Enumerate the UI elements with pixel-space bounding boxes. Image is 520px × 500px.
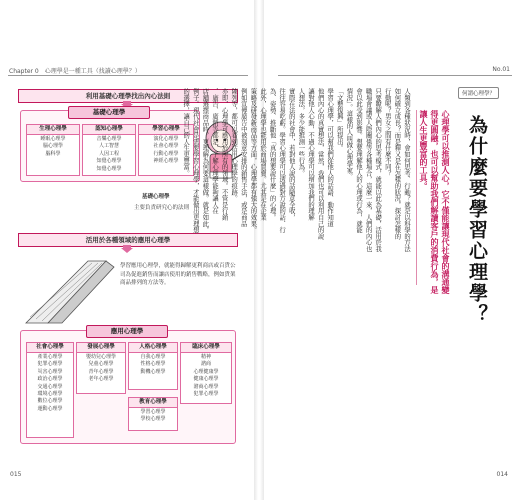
box-item: 音樂心理學: [96, 136, 122, 142]
applied-psychology-title: 應用心理學: [86, 325, 168, 338]
body-column: 亦即，心理學可應用於所有的領域。不管是行銷: [220, 88, 228, 221]
box-item: 數位心理學: [37, 398, 63, 405]
box-item: 知覺心理學: [96, 165, 122, 172]
body-column: 例子。現代社會是需要學習心理學，才能做出更理想: [191, 88, 199, 233]
box-item: 諮商: [200, 361, 211, 368]
body-column: 例如宣傳廣告中被刻意安排的銷售手法，或是商品: [239, 88, 247, 227]
body-column: 陳列等，都可以看到活用心理學的痕跡。: [230, 88, 238, 202]
body-column: 、廣告、廣銷等都是，了解心理學能夠讓人在: [211, 88, 218, 214]
box-item: 政治心理學: [37, 376, 63, 383]
header-rule: [8, 75, 248, 76]
box-head: 教育心理學: [129, 398, 177, 408]
body-column: 讓對他人心動，不過心理學可以增加我們的理解: [307, 88, 314, 221]
physiological-psychology-box: [26, 124, 80, 176]
lead-paragraph: 心理學可以推測人心，它不僅能讓現代社會的溝通變得更圓融，也可以幫助我們解讀客戶的消費行為，是讓人生更豐富的工具。: [419, 110, 450, 294]
body-column: 實際在法的社會中，若對他人說的話隨意全收，: [287, 88, 295, 221]
body-column: 的選擇，讓自己的人生更豐富。: [182, 88, 190, 177]
body-column: 職場會議或人際關係等各種場合，這麼一來，人們的內心也: [364, 88, 372, 252]
lead-underline: [416, 110, 417, 285]
box-item: 行動心理學: [153, 150, 179, 157]
box-item: 學習心理學: [140, 409, 166, 415]
left-page-header: Chapter 0 心理學是一種工具（找讀心理學？）: [9, 68, 141, 75]
body-column: 為、姿勢、推斷他「真的想要說什麼」的心理。: [268, 88, 276, 221]
body-column: 如何確立成長？而是釋又是在怎樣的狀況，探討怎樣的: [393, 88, 401, 240]
body-column: 「文藝復興」所提出。: [335, 88, 343, 151]
box-item: 人工智慧: [98, 143, 119, 150]
box-head: 臨床心理學: [181, 343, 231, 353]
section2-description: 學習應用心理學，就能得歸解更利商店或百貨公司為促進銷售而讓店使用的銷售戰略，例如貨架商品排列的方法等。: [120, 263, 236, 286]
body-column: 學習心理學，可以幫我們從他人的話語、動作知道: [326, 88, 334, 227]
box-item: 心理健康學: [193, 368, 219, 375]
box-item: 腦心理學: [42, 143, 63, 150]
box-item: 諮商心理學: [193, 383, 219, 390]
section1-banner: 利用基礎心理學找出內心法則: [18, 89, 238, 103]
personality-psychology-box: [128, 342, 178, 390]
escalator-illustration: [18, 255, 118, 325]
body-column: 策略及研發新商品等方面，心理學都有強大的效果。: [249, 88, 257, 233]
body-column: 只要瞭解人們內心的思考模式，就能以此為基礎，活用於我: [374, 88, 382, 252]
caption-name: 基礎心理學: [142, 194, 170, 200]
caption-desc: 主要負責研究心的法則: [134, 205, 190, 211]
box-item: 自我心理學: [140, 354, 166, 360]
right-page-header: No.01: [492, 66, 510, 73]
cognitive-psychology-box: [82, 124, 136, 176]
page-title: 為什麼要學習心理學？: [466, 115, 488, 325]
box-item: 學校心理學: [140, 416, 166, 423]
box-head: 人格心理學: [129, 343, 177, 353]
box-item: 人因工程: [98, 150, 119, 157]
box-item: 青年心理學: [88, 368, 114, 375]
box-item: 犯罪心理學: [37, 361, 63, 368]
body-column: 人想法，多少能推測一些行為。: [297, 88, 305, 177]
body-column: 他們內心的真實想法，當然，我們也可以利用自己的說: [316, 88, 324, 240]
header-rule: [278, 75, 512, 76]
box-head: 生理心理學: [27, 125, 79, 135]
body-column: 往往容易吃虧。學習心理學可以透過對方說的話、行: [278, 88, 286, 233]
developmental-psychology-box: [76, 342, 126, 394]
box-item: 神經心理學: [153, 158, 179, 165]
box-item: 睡眠心理學: [40, 136, 66, 142]
topic-tag: 何謂心理學？: [458, 87, 499, 99]
box-item: 演化心理學: [153, 136, 179, 142]
body-column: 人類到各種狀況時，會如何思考、行動？就是以科學的方法: [403, 88, 410, 252]
body-column: 會以此受到影響。想要理解他人的心理或行為，就能: [355, 88, 362, 233]
box-item: 兒童心理學: [88, 361, 114, 368]
page-number-right: 014: [496, 471, 508, 478]
box-item: 產業心理學: [37, 354, 63, 360]
box-item: 災害心理學: [37, 368, 63, 375]
basic-psychology-title: 基礎心理學: [68, 106, 150, 119]
page-number-left: 015: [10, 471, 22, 478]
body-column: 此外，心理學也能用於商場買賣。尤其是在企業: [259, 88, 266, 221]
social-psychology-box: [26, 342, 74, 438]
box-item: 嬰幼兒心理學: [85, 354, 116, 360]
box-head: 社會心理學: [27, 343, 73, 353]
box-item: 動機心理學: [140, 368, 166, 375]
box-item: 社會心理學: [153, 143, 179, 150]
box-item: 知覺心理學: [96, 158, 122, 165]
body-column: 情況」。這樣的人叫做心理學家。: [345, 88, 353, 180]
box-item: 精神: [200, 354, 211, 360]
box-head: 學習心理學: [139, 125, 193, 135]
box-item: 環境心理學: [37, 391, 63, 398]
box-item: 老年心理學: [88, 376, 114, 383]
box-item: 交通心理學: [37, 383, 63, 390]
down-arrow-icon: [121, 245, 133, 253]
section2-banner: 活用於各種領域的應用心理學: [18, 233, 238, 247]
box-item: 腦科學: [45, 150, 61, 157]
box-item: 犯罪心理學: [193, 391, 219, 398]
box-item: 運動心理學: [37, 405, 63, 412]
box-item: 性格心理學: [140, 361, 166, 368]
box-item: 健康心理學: [193, 376, 219, 383]
box-head: 認知心理學: [83, 125, 135, 135]
box-head: 發展心理學: [77, 343, 125, 353]
body-column: 行動呢？男女之間有什麼不同？: [383, 88, 391, 177]
educational-psychology-box: [128, 397, 178, 431]
body-column: 店舖選擇商品時，更理解為何要這樣做。就是如此，: [201, 88, 209, 233]
